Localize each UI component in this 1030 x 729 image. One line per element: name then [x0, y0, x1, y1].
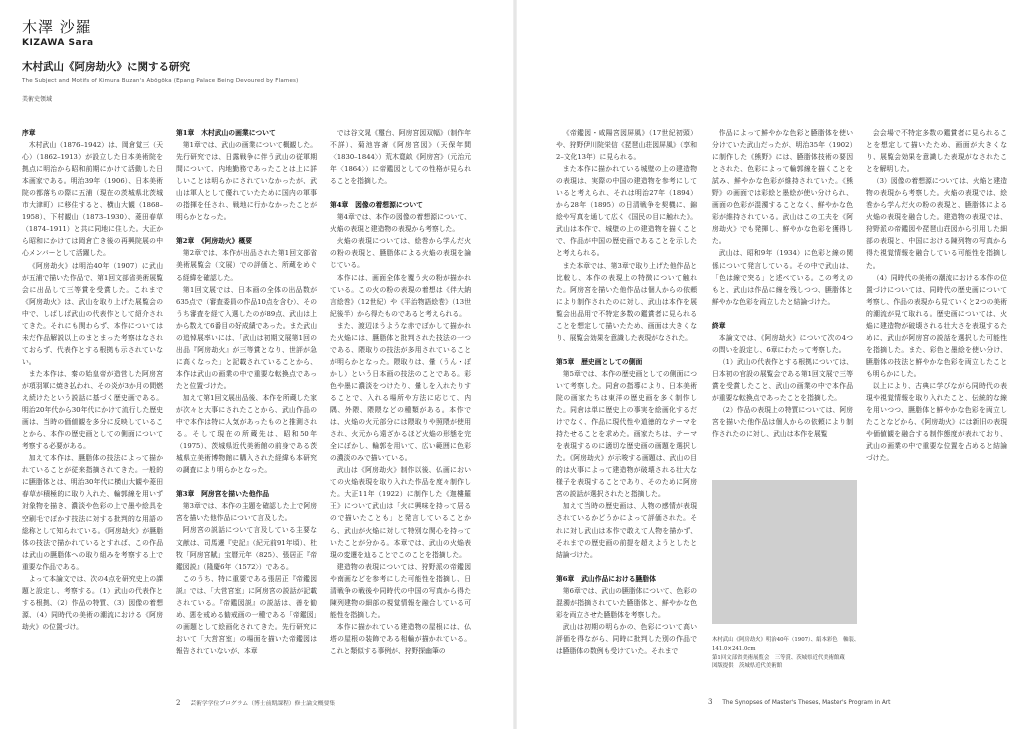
left-running-footer: 芸術学学位プログラム（博士前期課程）修士論文概要集: [190, 701, 336, 707]
body-paragraph: では谷文晁《璽台、阿房宮図双幅》（制作年不詳）、菊池容斎《阿房宮図》（天保年間〈1830–1844〉）荒木寛畝《阿房宮》（元治元年〈1864〉）に帝鑑図としての性格が見られることを指摘した。: [330, 129, 471, 186]
body-paragraph: 本作には、画面全体を覆う火の粉が描かれている。この火の粉の表現の着想は《伴大納言絵巻》（12世紀）や《平治物語絵巻》（13世紀後半）から得たものであると考えられる。: [330, 273, 471, 318]
body-paragraph: 第2章では、本作が出品された第1回文部省美術展覧会（文展）での評価と、所蔵をめぐる経緯を確認した。: [176, 249, 317, 282]
thesis-title-en: The Subject and Motifs of Kimura Buzan's Abōgōka (Epang Palace Being Devoured by Flames): [22, 78, 299, 84]
page-gutter: [513, 0, 517, 729]
body-paragraph: （2）作品の表現上の特質については、阿房宮を描いた他作品は個人からの依頼により制作されたのに対し、武山は本作を展覧: [712, 406, 853, 439]
body-paragraph: よって本論文では、次の4点を研究史上の課題と設定し、考察する。（1）武山の代表作とする根拠、（2）作品の特質、（3）図像の着想源、（4）同時代の美術の潮流における《阿房劫火》の位置づけ。: [22, 574, 163, 631]
body-paragraph: 加えて当時の歴史画は、人物の感情が表現されているかどうかによって評価された。それに対し武山は本作で敢えて人物を描かず、それまでの歴史画の前提を超えようとしたと結論づけた。: [556, 502, 697, 559]
body-paragraph: 武山は《阿房劫火》制作以後、仏画においての火焔表現を取り入れた作品を度々制作した。大正11年（1922）に制作した《迦樓羅王》について武山は「火に興味を持って居るので描いたことも」と発言していることから、武山が火焔に対して特別な関心を持っていたことが分かる。本章では、武山の火焔表現の変遷を辿ることでこのことを指摘した。: [330, 466, 471, 559]
body-paragraph: 作品によって鮮やかな色彩と臙脂体を使い分けていた武山だったが、明治35年（1902）に制作した《熊野》には、臙脂体技術の要因とされた、色彩によって輪郭線を描くことを試み、鮮やかな色彩が維持されていた。《熊野》の画面では彩絵と墨絵が使い分けられ、画面の色彩が混濁することなく、鮮やかな色彩が維持されている。武山はこの工夫を《阿房劫火》でも発揮し、鮮やかな色彩を獲得した。: [712, 129, 853, 246]
body-paragraph: 以上により、古典に学びながら同時代の表現や視覚情報を取り入れたこと、伝統的な線を用いつつ、臙脂体と鮮やかな色彩を両立したことなどから、《阿房劫火》には新旧の表現や価値観を融合する制作態度が表れており、武山の画業の中で重要な位置を占めると結論づけた。: [866, 381, 1007, 463]
section-heading: 第1章 木村武山の画業について: [176, 129, 276, 137]
figure-caption-line: 木村武山《阿房劫火》明治40年（1907）、絹本彩色 軸装、141.0×241.0cm 第1回文部省美術展覧会 三等賞、茨城県近代美術館蔵 図版提供 茨城県近代美術館: [712, 637, 860, 670]
body-paragraph: また、渡辺ほうような赤でぼかして描かれた火焔には、臙脂体と批判された技法の一つである、隈取りの技法が多用されていることが明らかとなった。隈取りは、暈（うん・ぼかし）という日本画の技法のことである。彩色や墨に濃淡をつけたり、暈しを入れたりすることで、入れる場所や方法に応じて、内隅、外隈、隈隈などの種類がある。本作では、火焔の火元部分には隈取りや照隈が使用され、火元から遠ざかるほど火焔の形態を完全にぼかし、輪郭を用いて、広い範囲に色彩の濃淡のみで描いている。: [330, 321, 471, 463]
left-folio: [176, 698, 335, 707]
text-column-4: [556, 127, 697, 675]
body-paragraph: （1）武山の代表作とする根拠については、日本初の官設の展覧会である第1回文展で三等賞を受賞したこと、武山の画業の中で本作品が重要な転換点であったことを指摘した。: [712, 357, 853, 402]
section-spacer: [556, 561, 697, 573]
right-page-number: 3: [708, 698, 713, 706]
body-paragraph: 武山は初期の明らかの、色彩について高い評価を得ながら、同時に批判した別の作品では臙脂体の数例も受けていた。それまで: [556, 622, 697, 655]
section-heading: 第5章 歴史画としての側面: [556, 357, 643, 366]
figure-caption: [712, 636, 862, 671]
body-paragraph: 武山は、昭和9年（1934）に色彩と線の関係について発言している。その中で武山は、「色は線で突る」と述べている。この考えのもと、武山は作品に線を残しつつ、臙脂体と鮮やかな色彩を両立したと結論づけた。: [712, 249, 853, 306]
body-paragraph: また本章では、第3章で取り上げた他作品と比較し、本作の表現上の特徴について触れた。阿房宮を描いた他作品は個人からの依頼により制作されたのに対し、武山は本作を展覧会出品用で不特定多数の鑑賞者に見られることを想定して描いたため、画面は大きくなり、展覧会効果を意識した表現がなされた。: [556, 261, 697, 342]
left-page-number: 2: [176, 699, 181, 707]
body-paragraph: 第5章では、本作の歴史画としての側面について考察した。同倉の指導により、日本美術院の画家たちは東洋の歴史画を多く制作した。同倉は単に歴史上の事実を絵画化するだけでなく、作品に現代性や道徳的なテーマを持たせることを求めた。画家たちは、テーマを表現するのに適切な歴史画の画題を選択した。《阿房劫火》が示唆する画題は、武山の目的は火事によって建造物が破壊される壮大な様子を表現することであり、そのために阿房宮の説話が選択されたと指摘した。: [556, 369, 697, 499]
body-paragraph: 第6章では、武山の臙脂体について、色彩の混濁が指摘されていた臙脂体と、鮮やかな色彩を両立させた臙脂体を考察した。: [556, 586, 697, 619]
right-folio: [708, 698, 890, 706]
text-column-6: [866, 127, 1007, 675]
section-heading: 第3章 阿房宮を描いた他作品: [176, 490, 270, 499]
author-name-en: KIZAWA Sara: [22, 38, 94, 48]
text-column-1: [22, 127, 163, 675]
right-running-footer: The Synopses of Master's Theses, Master's Program in Art: [722, 700, 891, 706]
author-name-jp: 木澤 沙羅: [22, 18, 92, 36]
section-spacer: [176, 223, 317, 235]
text-column-3: [330, 127, 471, 675]
body-paragraph: （3）図像の着想源については、火焔と建造物の表現から考察した。火焔の表現では、絵巻から学んだ火の粉の表現と、臙脂体による火焔の表現を融合した。建造物の表現では、狩野派の帝鑑図や琵琶山荘図から引用した細部の表現と、中国における陳列物の写真から得た視覚情報を融合している可能性を指摘した。: [866, 177, 1007, 270]
section-heading: 序章: [22, 129, 36, 137]
body-paragraph: 第3章では、本作の主題を確認した上で阿房宮を描いた他作品について言及した。: [176, 502, 317, 523]
body-paragraph: 木村武山（1876–1942）は、岡倉覚三（天心）（1862–1913）が設立した日本美術院を拠点に明治から昭和前期にかけて活動した日本画家である。明治39年（1906）、日本美術院の都落ちの際に五浦（現在の茨城県北茨城市大津町）に移住すると、横山大観（1868–1958）、下村観山（1873–1930）、菱田春草（1874–1911）と共に同地に住した。大正から昭和にかけては岡倉亡き後の再興院展の中心メンバーとして活躍した。: [22, 141, 163, 258]
section-heading: 第6章 武山作品における臙脂体: [556, 574, 656, 583]
body-paragraph: また本作に描かれている城壁の上の建造物の表現は、実際の中国の建造物を参考にしていると考えられ、それは明治27年（1894）から28年（1895）の日清戦争を契機に、錦絵や写真を通して広く《国民の目に触れた》。武山は本作で、城壁の上の建造物を描くことで、作品が中国の歴史画であることを示したと考えられる。: [556, 165, 697, 258]
research-field: 美術史領域: [22, 96, 53, 103]
artwork-figure-placeholder: [712, 480, 857, 624]
body-paragraph: また本作は、秦の始皇帝が造営した阿房宮が項羽軍に焼き払われ、その炎が3か月の間燃え続けたという説話に基づく歴史画である。明治20年代から30年代にかけて流行した歴史画は、当時の価値観を多分に反映していることから、本作の歴史画としての側面について考察する必要がある。: [22, 369, 163, 451]
body-paragraph: 本作に描かれている建造物の屋根には、仏塔の屋根の装飾である相輪が描かれている。これと類似する事例が、狩野探幽筆の: [330, 622, 471, 655]
section-spacer: [556, 344, 697, 356]
body-paragraph: （4）同時代の美術の潮流における本作の位置づけについては、同時代の歴史画について考察し、作品の表現から見ていくと2つの美術的潮流が見て取れる。歴史画については、火焔に建造物が破壊される壮大さを表現するために、武山が阿房宮の説話を選択した可能性を指摘した。また、彩色と墨絵を使い分け、臙脂体の技法と鮮やかな色彩を両立したことも明らかにした。: [866, 273, 1007, 378]
body-paragraph: 第1回文展では、日本画の全体の出品数が635点で（審査委員の作品10点を含む）、そのうち審査を経て入選したのが89点、武山は上から数えて6番目の好成績であった。また武山の追悼展率いには、「武山は初期文展第1回の出品『阿房劫火』が三等賞となり、世評が急に高くなった」と記載されていることから、本作は武山の画業の中で重要な転換点であったと位置づけた。: [176, 285, 317, 390]
section-spacer: [176, 476, 317, 488]
body-paragraph: 会会場で不特定多数の鑑賞者に見られることを想定して描いたため、画面が大きくなり、展覧会効果を意識した表現がなされたことを解明した。: [866, 129, 1007, 174]
body-paragraph: 《阿房劫火》は明治40年（1907）に武山が五浦で描いた作品で、第1回文部省美術展覧会に出品して三等賞を受賞した。これまで《阿房劫火》は、武山を取り上げた展覧会の中で、しばしば武山の代表作として紹介されてきた。それにも関わらず、本作については未だ作品解説以上のまとまった考察はなされておらず、代表作とする根拠も示されていない。: [22, 261, 163, 366]
article-header: [22, 16, 492, 103]
text-column-2: [176, 127, 317, 675]
section-spacer: [712, 308, 853, 320]
section-heading: 第2章 《阿房劫火》概要: [176, 237, 253, 246]
body-paragraph: 加えて第1回文展出品後、本作を所蔵した家が次々と大事にされたことから、武山作品の中で本作は特に人気があったものと推測される。そして現在の所蔵先は、昭和50年（1975）、茨城県近代美術館の前身である茨城県立美術博物館に購入された経緯も本研究の調査により明らかとなった。: [176, 393, 317, 475]
body-paragraph: 本論文では、《阿房劫火》について次の4つの問いを設定し、6章にわたって考察した。: [712, 333, 853, 354]
body-paragraph: 加えて本作は、臙脂体の技法によって描かれていることが従来指摘されてきた。一般的に臙脂体とは、明治30年代に横山大観や菱田春草が積極的に取り入れた、輪郭線を用いず対象物を描き、濃淡や色彩の上で墨や絵具を空刷毛でぼかす技法に対する批判的な用語の総称として知られている。《阿房劫火》が臙脂体の技法で描かれているとすれば、この作品は武山の臙脂体への取り組みを考察する上で重要な作品である。: [22, 454, 163, 571]
body-paragraph: 建造物の表現については、狩野派の帝鑑図や南画などを参考にした可能性を指摘し、日清戦争の戦後や同時代の中国の写真から得た陳列建物の細部の視覚情報を融合している可能性を指摘した。: [330, 562, 471, 619]
body-paragraph: 第1章では、武山の画業について概観した。先行研究では、日露戦争に伴う武山の従軍期間について、内地勤務であったことは上に詳しいことは明らかにされていなかったが、武山は軍人として優れていたために国内の軍事の指揮を任され、戦地に行かなかったことが明らかとなった。: [176, 141, 317, 222]
thesis-title-jp: 木村武山《阿房劫火》に関する研究: [22, 61, 190, 73]
section-heading: 終章: [712, 321, 726, 330]
body-paragraph: このうち、特に重要である張居正『帝鑑図説』では、「大営宮室」に阿房宮の説話が記載されている。『帝鑑図説』の説話は、善を勧め、悪を戒める勧戒画の一種である「帝鑑図」の画題として絵画化されてきた。先行研究において「大営宮室」の場面を描いた帝鑑図は報告されていないが、本章: [176, 574, 317, 655]
body-paragraph: 阿房宮の説話について言及している主要な文献は、司馬遷『史記』（紀元前91年頃）、杜牧「阿房宮賦」宝暦元年（825）、張居正『帝鑑図説』（隆慶6年〈1572〉）である。: [176, 526, 317, 571]
section-spacer: [330, 187, 471, 199]
section-heading: 第4章 図像の着想源について: [330, 201, 423, 210]
body-paragraph: 第4章では、本作の図像の着想源について、火焔の表現と建造物の表現から考察した。: [330, 213, 471, 234]
body-paragraph: 火焔の表現については、絵巻から学んだ火の粉の表現と、臙脂体による火焔の表現を論じている。: [330, 237, 471, 270]
body-paragraph: 《帝鑑図・咸陽宮図屏風》（17世紀初頭）や、狩野伊川院栄信《琵琶山荘図屏風》（享和2–文化13年）に見られる。: [556, 129, 697, 162]
